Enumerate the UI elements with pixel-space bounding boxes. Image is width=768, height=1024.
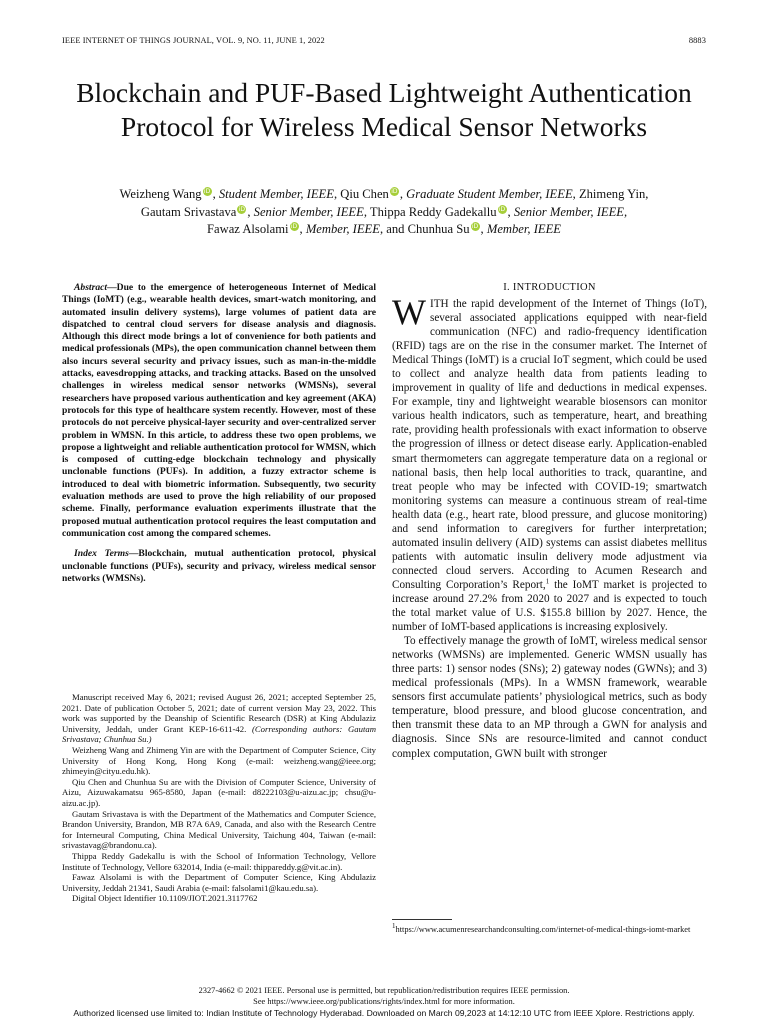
running-header: IEEE INTERNET OF THINGS JOURNAL, VOL. 9, NO. 11, JUNE 1, 2022 xyxy=(62,36,325,45)
affiliation-note: Gautam Srivastava is with the Department of the Mathematics and Computer Science, Brandon University, Brandon, MB R7A 6A9, Canada, and also with the Research Centre for Interneural Computing, China Medical University, Taichung 404, Taiwan (e-mail: srivastavag@brandonu.ca). xyxy=(62,808,376,851)
intro-paragraph-2: To effectively manage the growth of IoMT, wireless medical sensor networks (WMSNs) are implemented. Generic WMSN usually has three parts: 1) sensor nodes (SNs); 2) gateway nodes (GWNs); and 3) medical professionals (MPs). In a WMSN framework, wearable sensors first accumulate patients’ physiological metrics, such as body temperature, blood pressure, and blood glucose concentration, and then transmit these data to an MP through a GWN for analysis and diagnosis. Since SNs are resource-limited and cannot conduct complex computation, GWN built with stronger xyxy=(392,635,707,760)
affiliation-note: Fawaz Alsolami is with the Department of Computer Science, King Abdulaziz University, Jeddah 21341, Saudi Arabia (e-mail: falsolami1@kau.edu.sa). xyxy=(62,872,376,893)
manuscript-note: Manuscript received May 6, 2021; revised August 26, 2021; accepted September 25, 2021. Date of publication October 5, 2021; date of current version May 23, 2022. This work was supported by the Deanship of Scientific Research (DSR) at King Abdulaziz University, Jeddah, under Grant KEP-16-611-42. (Corresponding authors: Gautam Srivastava; Chunhua Su.) xyxy=(62,692,376,745)
intro-paragraph-1: WITH the rapid development of the Internet of Things (IoT), several associated applications equipped with near-field communication (NFC) and radio-frequency identification (RFID) tags are on the rise in the consumer market. The Internet of Medical Things (IoMT) is a crucial IoT segment, which could be used to collect and analyze health data from patients leading to improvement in quality of life and deductions in medical expenses. For example, tiny and lightweight wearable biosensors can monitor various health indicators, such as temperature, heart, and breathing rate, providing health professionals with exact information to observe the progression of illness or detect disease early. Application-enabled smart thermometers can aggregate temperature data on a regional or national basis, then help local authorities to track, quarantine, and treat people who may be infected with COVID-19; smartwatch monitoring systems can measure a continuous stream of real-time health data (e.g., heart rate, blood pressure, and glucose monitoring) and send information to caregivers for further interpretation; automated insulin delivery (AID) systems can assist diabetes mellitus patients with automatic insulin delivery mode adjustment via connected cloud servers. According to Acumen Research and Consulting Corporation’s Report,$^1$ the IoMT market is projected to increase around 27.2% from 2020 to 2027 and is expected to touch the total market value of U.S. $155.8 billion by 2027. Hence, the number of IoMT-based applications is increasing explosively. xyxy=(392,292,707,634)
author-name: Chunhua Su xyxy=(407,222,470,236)
footnote-url[interactable]: https://www.acumenresearchandconsulting.com/internet-of-medical-things-iomt-market xyxy=(395,925,691,934)
license-notice: Authorized licensed use limited to: Indian Institute of Technology Hyderabad. Downloaded on March 09,2023 at 14:12:10 UTC from IEEE Xplore. Restrictions apply. xyxy=(73,1008,695,1018)
index-terms-text: —Blockchain, mutual authentication protocol, physical unclonable functions (PUFs), security and privacy, wireless medical sensor networks (WMSNs). xyxy=(62,548,376,584)
affiliation-note: Qiu Chen and Chunhua Su are with the Division of Computer Science, University of Aizu, Aizuwakamatsu 965-8580, Japan (e-mail: d8222103@u-aizu.ac.jp; chsu@u-aizu.ac.jp). xyxy=(62,776,376,808)
abstract-text: —Due to the emergence of heterogeneous Internet of Medical Things (IoMT) (e.g., wearable health devices, smart-watch monitoring, and automated insulin delivery systems), large volumes of patient data are dispatched to central cloud servers for disease analysis and diagnosis. Although this direct mode brings a lot of convenience for both patients and medical professionals (MPs), the open communication channel between them also incurs several security and privacy issues, such as man-in-the-middle attacks, eavesdropping attacks, and tracking attacks. Based on the unsolved challenges in wireless medical sensor networks (WMSNs), several researchers have proposed various authentication and key agreement (AKA) protocols for this type of healthcare system recently. However, most of these protocols do not perceive physical-layer security and over-centralized server problem in WMSN. In this article, to address these two open problems, we propose a lightweight and reliable authentication protocol for WMSN, which is composed of cutting-edge blockchain technology and physically unclonable functions (PUFs). In addition, a fuzzy extractor scheme is introduced to deal with biometric information. Subsequently, two security evaluation methods are used to prove the high reliability of our proposed scheme. Finally, performance evaluation experiments illustrate that the proposed mutual authentication protocol requires the least computation and communication cost among the compared schemes. xyxy=(62,282,376,539)
author-line-1: Weizheng Wang iD , Student Member, IEEE, Qiu Chen iD , Graduate Student Member, IEEE, Zhimeng Yin, xyxy=(119,187,649,201)
author-line-3: Fawaz Alsolami iD , Member, IEEE, and Chunhua Su iD , Member, IEEE xyxy=(207,222,561,236)
footnote-1: $^1$https://www.acumenresearchandconsulting.com/internet-of-medical-things-iomt-market xyxy=(392,922,691,934)
orcid-icon[interactable]: iD xyxy=(290,223,298,230)
author-name: Thippa Reddy Gadekallu xyxy=(369,204,497,219)
doi-note: Digital Object Identifier 10.1109/JIOT.2021.3117762 xyxy=(72,893,258,904)
author-role: Member, IEEE xyxy=(486,222,561,236)
author-role: Senior Member, IEEE xyxy=(253,204,364,219)
footnote-divider xyxy=(392,919,452,920)
right-column xyxy=(392,282,707,761)
orcid-icon[interactable]: iD xyxy=(238,205,245,213)
corresponding-authors: (Corresponding authors: Gautam Srivastava; Chunhua Su.) xyxy=(62,723,376,745)
abstract xyxy=(62,282,376,540)
left-column xyxy=(62,282,376,585)
author-name: Weizheng Wang xyxy=(119,187,202,201)
author-role: Graduate Student Member, IEEE xyxy=(406,187,573,201)
abstract-label: Abstract xyxy=(74,282,108,293)
author-role: Member, IEEE xyxy=(305,222,380,236)
index-terms-label: Index Terms xyxy=(74,548,129,560)
author-line-2: Gautam Srivastava iD , Senior Member, IEEE, Thippa Reddy Gadekallu iD , Senior Member, IEEE, xyxy=(140,204,628,219)
author-name: Fawaz Alsolami xyxy=(207,222,289,236)
footnote-ref[interactable]: 1 xyxy=(545,577,550,586)
copyright-notice: 2327-4662 © 2021 IEEE. Personal use is permitted, but republication/redistribution requires IEEE permission. See https://www.ieee.org/publications/rights/index.html for more information. xyxy=(198,986,570,1006)
orcid-icon[interactable]: iD xyxy=(391,188,398,195)
drop-cap: W xyxy=(392,292,426,332)
author-role: Senior Member, IEEE, xyxy=(513,204,628,219)
author-name: Zhimeng Yin, xyxy=(578,187,649,201)
orcid-icon[interactable]: iD xyxy=(203,188,211,195)
author-list xyxy=(62,186,706,239)
author-name: Gautam Srivastava xyxy=(140,204,237,219)
page-number: 8883 xyxy=(688,36,706,45)
section-heading: I. INTRODUCTION xyxy=(503,282,596,293)
orcid-icon[interactable]: iD xyxy=(471,223,479,230)
affiliation-note: Weizheng Wang and Zhimeng Yin are with the Department of Computer Science, City University of Hong Kong, Hong Kong (e-mail: weizheng.wang@ieee.org; zhimeyin@cityu.edu.hk). xyxy=(62,744,376,777)
author-name: Qiu Chen xyxy=(340,187,389,201)
paper-title: Blockchain and PUF-Based Lightweight Authentication Protocol for Wireless Medical Sensor Networks xyxy=(76,77,692,142)
index-terms xyxy=(62,548,376,585)
orcid-icon[interactable]: iD xyxy=(498,205,506,213)
manuscript-footnotes xyxy=(62,692,376,904)
author-role: Student Member, IEEE xyxy=(218,187,334,201)
affiliation-note: Thippa Reddy Gadekallu is with the School of Information Technology, Vellore Institute of Technology, Vellore 632014, India (e-mail: thippareddy.g@vit.ac.in). xyxy=(62,850,376,872)
